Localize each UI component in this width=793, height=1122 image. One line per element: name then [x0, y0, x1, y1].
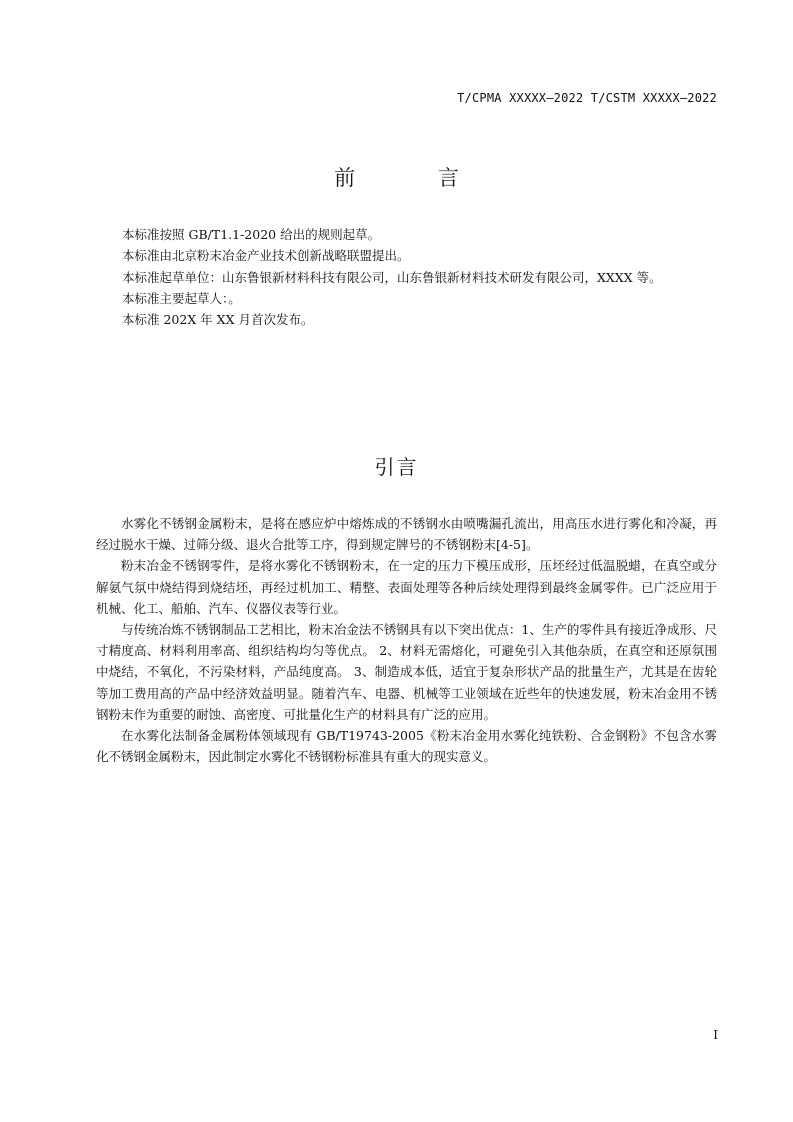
introduction-paragraph: 粉末冶金不锈钢零件，是将水雾化不锈钢粉末，在一定的压力下模压成形，压坯经过低温脱蜡，在真空或分解氨气氛中烧结得到烧结坯，再经过机加工、精整、表面处理等各种后续处理得到最终金属零件。已广泛应用于机械、化工、船舶、汽车、仪器仪表等行业。: [96, 558, 717, 616]
foreword-section: [122, 224, 722, 330]
introduction-paragraph: 与传统冶炼不锈钢制品工艺相比，粉末冶金法不锈钢具有以下突出优点：1、生产的零件具有接近净成形、尺寸精度高、材料利用率高、组织结构均匀等优点。 2、材料无需熔化，可避免引入其他杂质，在真空和还原氛围中烧结，不氧化，不污染材料，产品纯度高。 3、制造成本低，适宜于复杂形状产品的批量生产，尤其是在齿轮等加工费用高的产品中经济效益明显。随着汽车、电器、机械等工业领域在近些年的快速发展，粉末冶金用不锈钢粉末作为重要的耐蚀、高密度、可批量化生产的材料具有广泛的应用。: [96, 622, 717, 722]
foreword-line: 本标准按照 GB/T1.1-2020 给出的规则起草。: [122, 227, 381, 242]
introduction-paragraph: 水雾化不锈钢金属粉末，是将在感应炉中熔炼成的不锈钢水由喷嘴漏孔流出，用高压水进行雾化和冷凝，再经过脱水干燥、过筛分级、退火合批等工序，得到规定牌号的不锈钢粉末[4-5]。: [96, 516, 717, 553]
introduction-section: [96, 513, 717, 767]
standard-code-header: T/CPMA XXXXX—2022 T/CSTM XXXXX—2022: [457, 91, 717, 105]
foreword-line: 本标准由北京粉末冶金产业技术创新战略联盟提出。: [122, 248, 410, 264]
page-number: I: [713, 1028, 718, 1042]
introduction-paragraph: 在水雾化法制备金属粉体领域现有 GB/T19743-2005《粉末冶金用水雾化纯铁粉、合金钢粉》不包含水雾化不锈钢金属粉末，因此制定水雾化不锈钢粉标准具有重大的现实意义。: [96, 728, 717, 765]
foreword-line: 本标准 202X 年 XX 月首次发布。: [122, 312, 314, 328]
introduction-title: 引言: [374, 455, 419, 479]
foreword-title: 前 言: [334, 166, 497, 190]
foreword-line: 本标准起草单位：山东鲁银新材料科技有限公司，山东鲁银新材料技术研发有限公司，XXXX 等。: [122, 269, 662, 285]
foreword-line: 本标准主要起草人：。: [122, 290, 241, 306]
